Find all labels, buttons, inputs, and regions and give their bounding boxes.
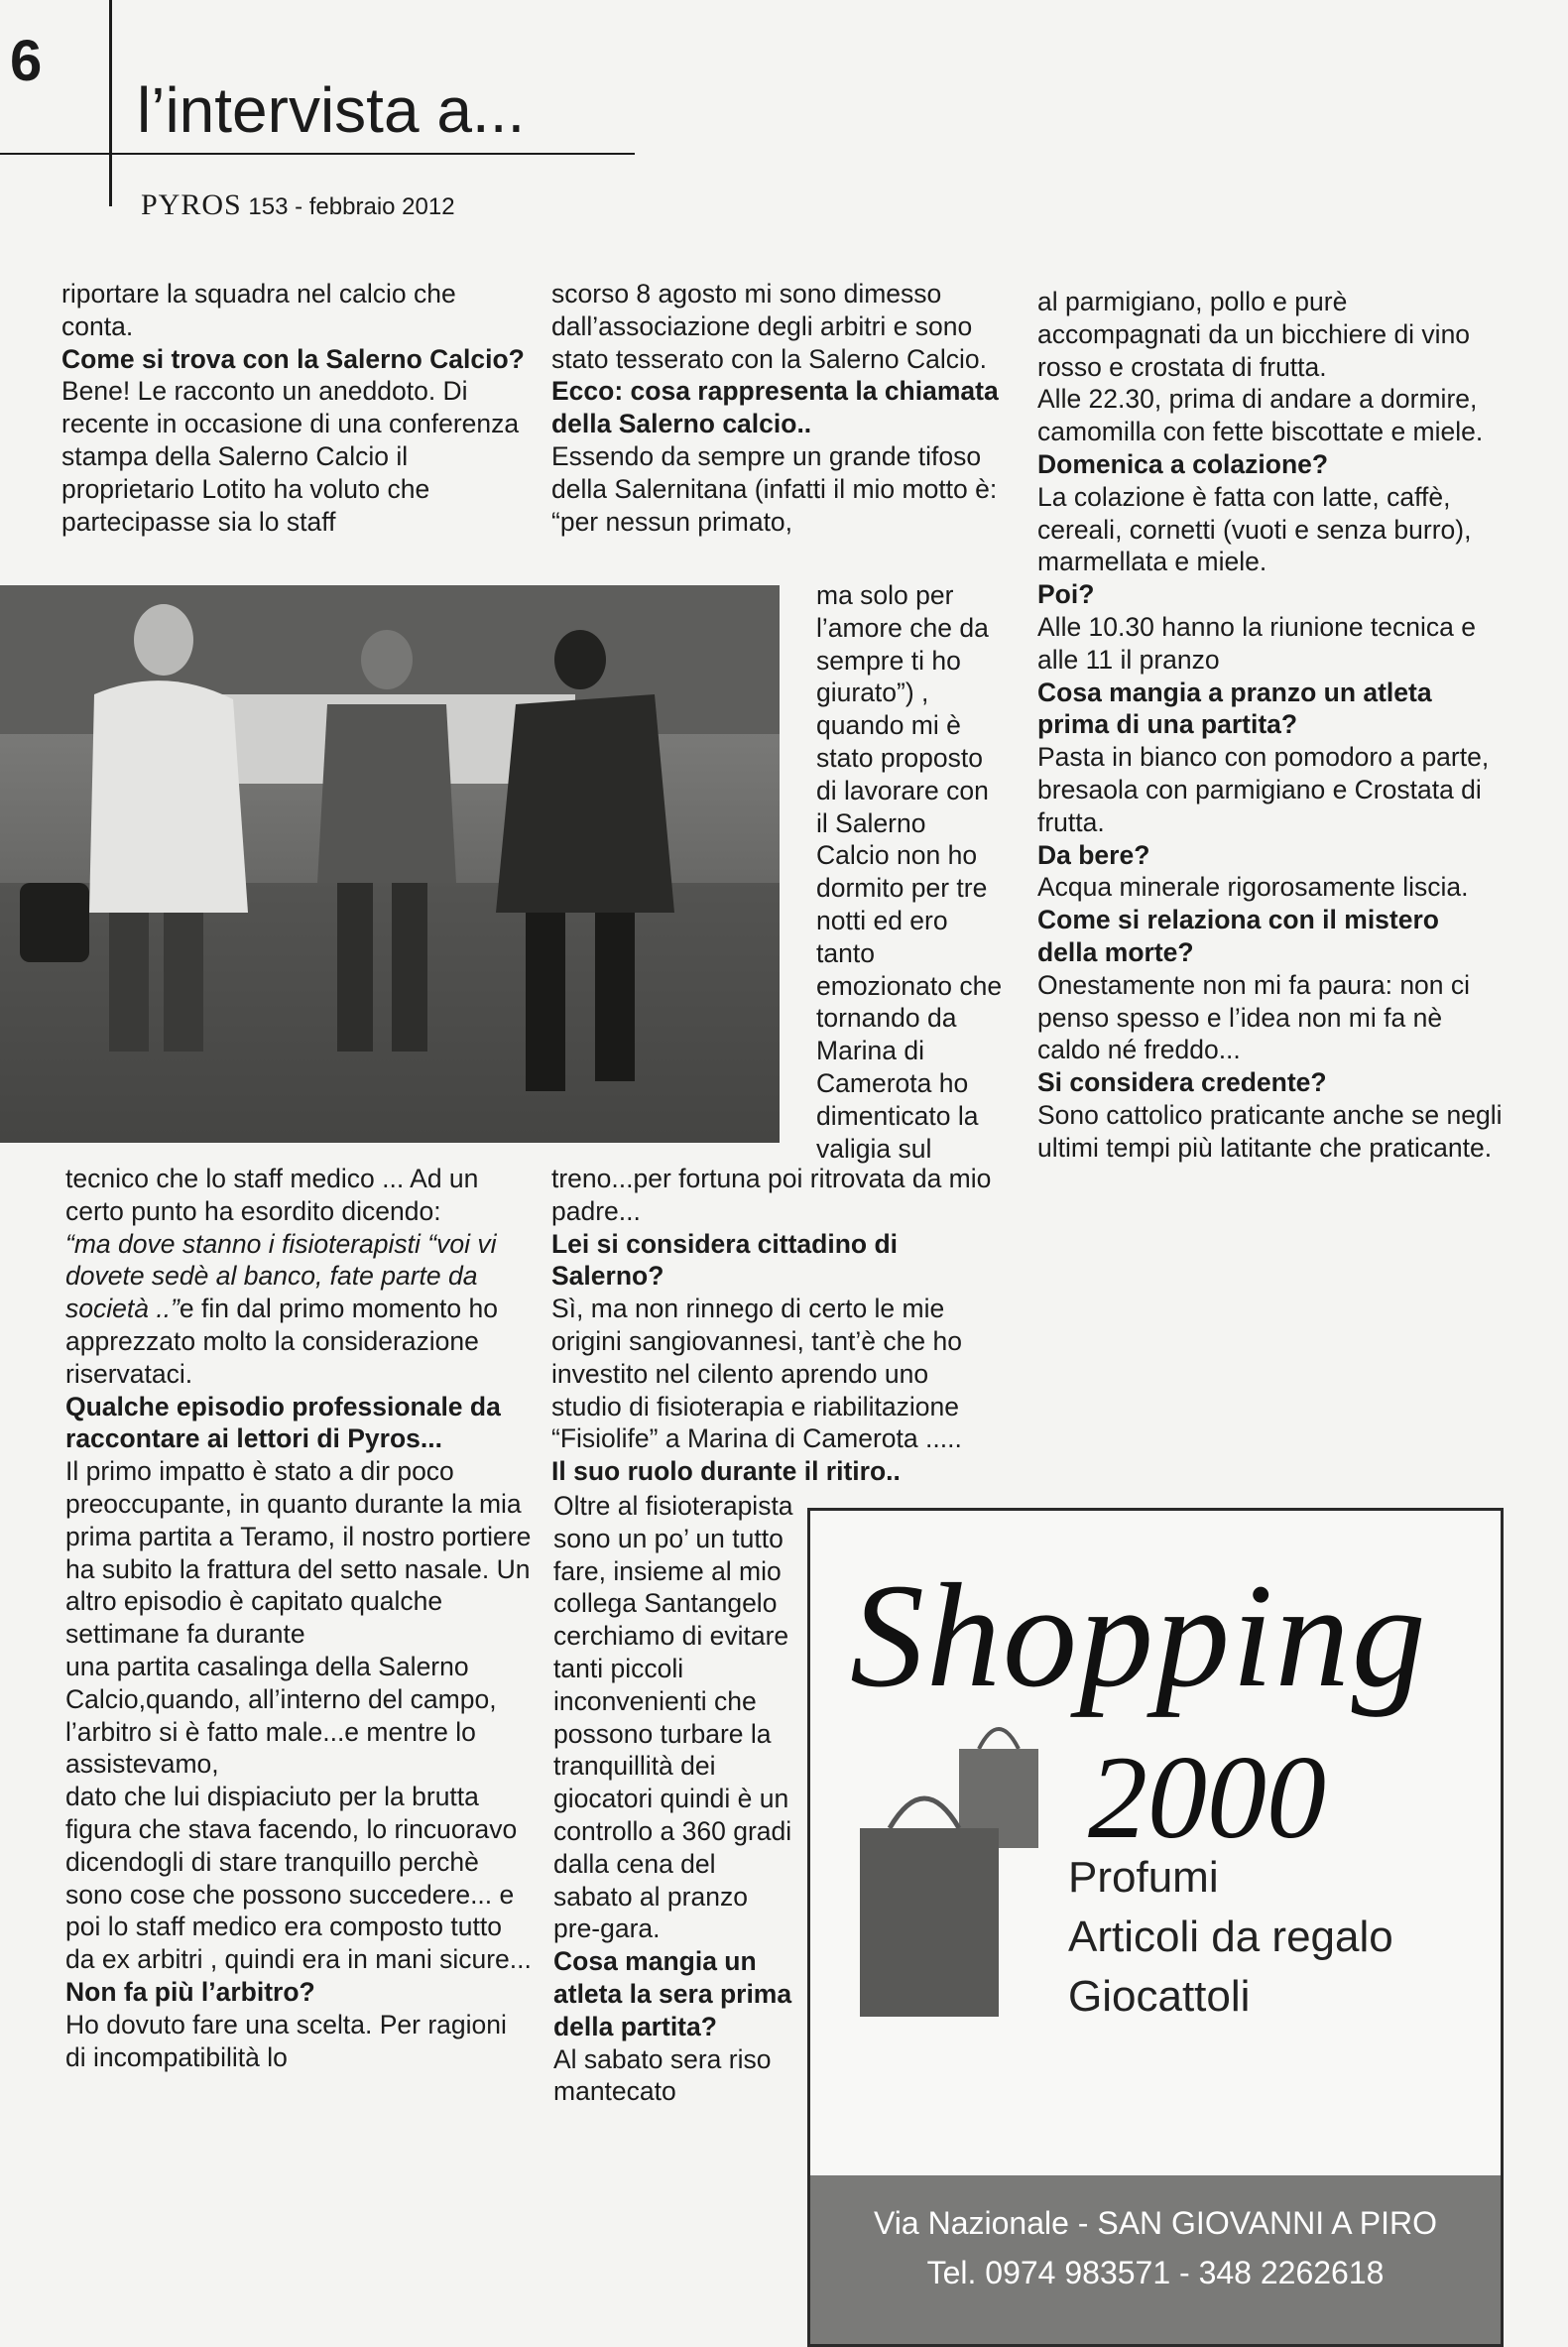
paragraph: Oltre al fisioterapista sono un po’ un tutto fare, insieme al mio collega Santangelo cerchiamo di evitare tanti piccoli inconvenienti che possono turbare la tranquillità dei giocatori quindi è un controllo a 360 gradi dalla cena del sabato al pranzo pre-gara. bbox=[553, 1491, 793, 1944]
question: Cosa mangia un atleta la sera prima della partita? bbox=[553, 1946, 792, 2041]
question: Il suo ruolo durante il ritiro.. bbox=[551, 1456, 901, 1487]
masthead bbox=[141, 188, 455, 222]
column-3 bbox=[1037, 286, 1504, 1165]
ad-contact-band bbox=[810, 2175, 1501, 2344]
ad-line-toys: Giocattoli bbox=[1068, 1972, 1251, 2021]
quote: “ma dove stanno i fisioterapisti “voi vi dovete sedè al banco, fate parte da società ..” bbox=[65, 1228, 497, 1324]
paragraph: scorso 8 agosto mi sono dimesso dall’associazione degli arbitri e sono stato tesserato con la Salerno Calcio. bbox=[551, 279, 987, 374]
paragraph: riportare la squadra nel calcio che conta. bbox=[61, 279, 456, 341]
section-title: l’intervista a... bbox=[137, 74, 526, 146]
ad-address: Via Nazionale - SAN GIOVANNI A PIRO bbox=[874, 2205, 1437, 2241]
paragraph: treno...per fortuna poi ritrovata da mio padre... bbox=[551, 1164, 992, 1226]
paragraph: sono cose che possono succedere... e poi lo staff medico era composto tutto da ex arbitri , quindi era in mani sicure... bbox=[65, 1879, 532, 1975]
question: Ecco: cosa rappresenta la chiamata della Salerno calcio.. bbox=[551, 376, 999, 439]
question: Qualche episodio professionale da raccontare ai lettori di Pyros... bbox=[65, 1391, 501, 1454]
paragraph: Ho dovuto fare una scelta. Per ragioni di incompatibilità lo bbox=[65, 2009, 507, 2072]
paragraph: al parmigiano, pollo e purè accompagnati da un bicchiere di vino rosso e crostata di frutta. bbox=[1037, 287, 1471, 382]
page-number: 6 bbox=[10, 29, 43, 93]
paragraph: tecnico che lo staff medico ... Ad un certo punto ha esordito dicendo: bbox=[65, 1164, 479, 1226]
paragraph: dato che lui dispiaciuto per la brutta figura che stava facendo, lo rincuoravo dicendogli di stare tranquillo perchè bbox=[65, 1782, 518, 1877]
question: Domenica a colazione? bbox=[1037, 448, 1329, 479]
question: Come si trova con la Salerno Calcio? bbox=[61, 343, 525, 374]
ad-line-gifts: Articoli da regalo bbox=[1068, 1913, 1393, 1961]
magazine-brand: PYROS bbox=[141, 188, 242, 221]
paragraph: Sì, ma non rinnego di certo le mie origini sangiovannesi, tant’è che ho investito nel cilento aprendo uno studio di fisioterapia e riabilitazione “Fisiolife” a Marina di Camerota ..... bbox=[551, 1294, 962, 1454]
paragraph: Sono cattolico praticante anche se negli ultimi tempi più latitante che praticante. bbox=[1037, 1099, 1503, 1163]
football-photo bbox=[0, 585, 780, 1143]
paragraph: Alle 22.30, prima di andare a dormire, camomilla con fette biscottate e miele. bbox=[1037, 384, 1484, 447]
shopping-advertisement bbox=[807, 1508, 1504, 2347]
header-vertical-rule bbox=[109, 0, 112, 206]
paragraph: ma solo per l’amore che da sempre ti ho giurato”) , quando mi è stato proposto di lavorare con il Salerno Calcio non ho dormito per tre notti ed ero tanto emozionato che tornando da Marina di Camerota ho dimenticato la valigia sul bbox=[816, 580, 1003, 1164]
paragraph: Onestamente non mi fa paura: non ci penso spesso e l’idea non mi fa nè caldo né freddo... bbox=[1037, 969, 1471, 1065]
paragraph: Pasta in bianco con pomodoro a parte, bresaola con parmigiano e Crostata di frutta. bbox=[1037, 742, 1490, 837]
paragraph: Bene! Le racconto un aneddoto. Di recente in occasione di una conferenza stampa della Salerno Calcio il proprietario Lotito ha voluto che partecipasse sia lo staff bbox=[61, 376, 520, 537]
ad-line-perfumes: Profumi bbox=[1068, 1853, 1219, 1902]
question: Come si relaziona con il mistero della morte? bbox=[1037, 905, 1439, 967]
column-2 bbox=[551, 278, 1003, 538]
header-horizontal-rule bbox=[0, 153, 635, 155]
column-1-top bbox=[61, 278, 528, 538]
question: Lei si considera cittadino di Salerno? bbox=[551, 1228, 898, 1292]
shopping-bags-icon bbox=[850, 1709, 1078, 2027]
column-2-lower bbox=[551, 1163, 1003, 1488]
question: Cosa mangia a pranzo un atleta prima di una partita? bbox=[1037, 677, 1432, 740]
question: Da bere? bbox=[1037, 839, 1150, 870]
question: Non fa più l’arbitro? bbox=[65, 1976, 315, 2007]
paragraph: una partita casalinga della Salerno Calcio,quando, all’interno del campo, l’arbitro si è fatto male...e mentre lo assistevamo, bbox=[65, 1651, 497, 1780]
paragraph: Essendo da sempre un grande tifoso della Salernitana (infatti il mio motto è: “per nessun primato, bbox=[551, 440, 998, 537]
paragraph: Il primo impatto è stato a dir poco preoccupante, in quanto durante la mia prima partita a Teramo, il nostro portiere ha subito la frattura del setto nasale. Un altro episodio è capitato qualche settimane fa durante bbox=[65, 1456, 532, 1650]
question: Poi? bbox=[1037, 579, 1095, 610]
question: Si considera credente? bbox=[1037, 1067, 1327, 1098]
issue-info: 153 - febbraio 2012 bbox=[248, 193, 455, 220]
paragraph: Al sabato sera riso mantecato bbox=[553, 2043, 772, 2107]
ad-phone: Tel. 0974 983571 - 348 2262618 bbox=[926, 2255, 1385, 2290]
ad-year: 2000 bbox=[1088, 1731, 1326, 1863]
column-2-narrow bbox=[816, 579, 1005, 1165]
ad-title: Shopping bbox=[850, 1553, 1428, 1718]
paragraph: Acqua minerale rigorosamente liscia. bbox=[1037, 872, 1469, 903]
paragraph: La colazione è fatta con latte, caffè, cereali, cornetti (vuoti e senza burro), marmellata e miele. bbox=[1037, 481, 1472, 577]
paragraph: Alle 10.30 hanno la riunione tecnica e alle 11 il pranzo bbox=[1037, 611, 1476, 675]
column-2-bottom bbox=[553, 1490, 801, 2108]
column-1-bottom: tecnico che lo staff medico ... Ad un certo punto ha esordito dicendo: “ma dove stanno i fisioterapisti “voi vi dovete sedè al banco, fate parte da società ..”e fin dal primo momento ho apprezzato molto la considerazione riservataci. Qualche episodio professionale da raccontare ai lettori di Pyros... Il primo impatto è stato a dir poco preoccupante, in quanto durante la mia prima partita a Teramo, il nostro portiere ha subito la frattura del setto nasale. Un altro episodio è capitato qualche settimane fa durante una partita casalinga della Salerno Calcio,quando, all’interno del campo, l’arbitro si è fatto male...e mentre lo assistevamo, dato che lui dispiaciuto per la brutta figura che stava facendo, lo rincuoravo dicendogli di stare tranquillo perchè sono cose che possono succedere... e poi lo staff medico era composto tutto da ex arbitri , quindi era in mani sicure... Non fa più l’arbitro? Ho dovuto fare una scelta. Per ragioni di incompatibilità lo bbox=[65, 1164, 532, 2072]
